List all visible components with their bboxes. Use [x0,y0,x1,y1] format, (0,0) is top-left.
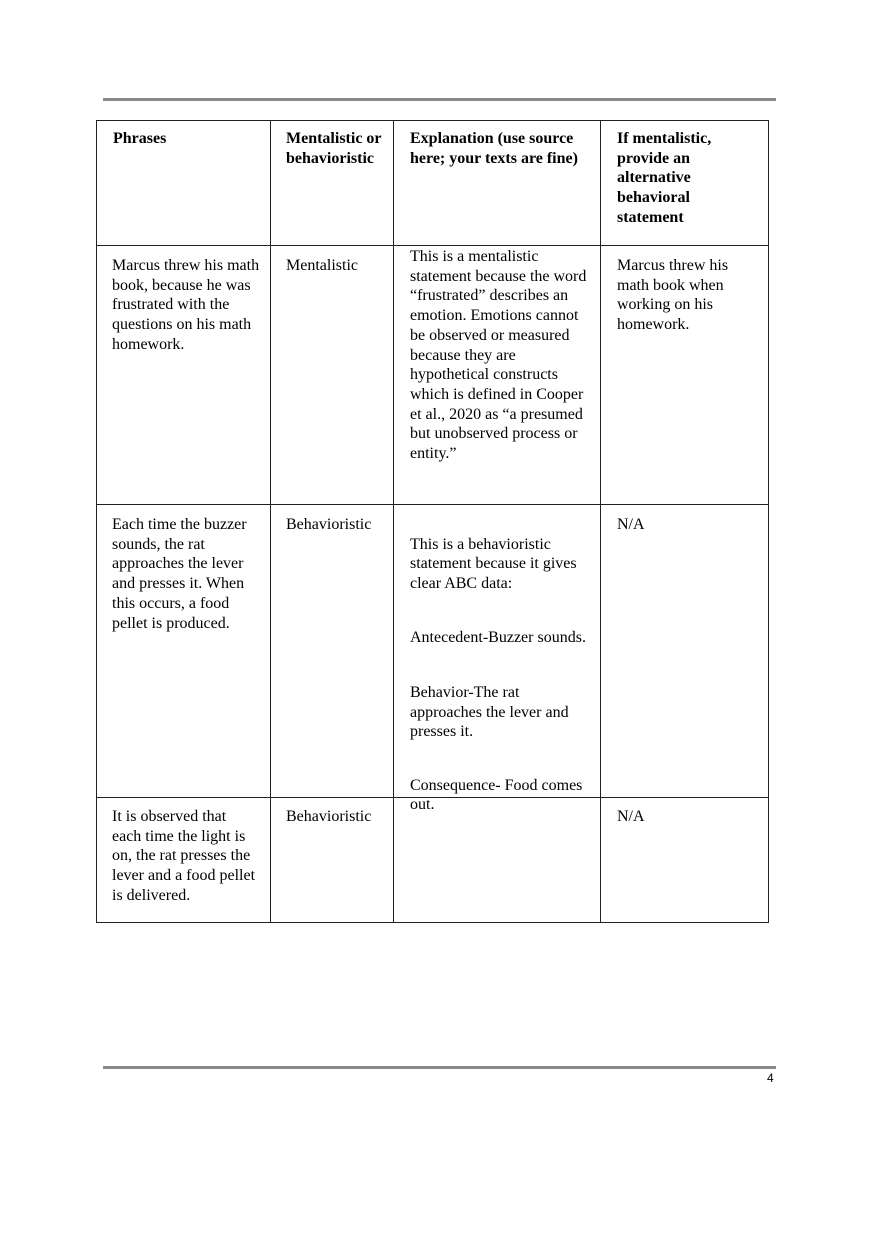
explanation-paragraph: Consequence- Food comes out. [410,776,583,814]
column-divider [600,120,601,923]
header-phrases: Phrases [113,130,167,147]
row1-classification: Mentalistic [286,257,358,274]
footer-rule [103,1066,776,1069]
header-alternative: If mentalistic, provide an alternative behavioral statement [617,130,712,226]
table-border-bottom [96,922,769,923]
row2-alternative: N/A [617,516,645,533]
header-classification: Mentalistic or behavioristic [286,130,382,167]
row-divider [96,504,769,505]
header-explanation: Explanation (use source here; your texts are fine) [410,130,578,167]
table-border-right [768,120,769,923]
row1-alternative: Marcus threw his math book when working on his homework. [617,257,729,334]
row1-phrase: Marcus threw his math book, because he was frustrated with the questions on his math homework. [112,257,260,353]
row3-alternative: N/A [617,808,645,825]
table-border-left [96,120,97,923]
column-divider [393,120,394,923]
row2-explanation [410,515,586,849]
column-divider [270,120,271,923]
page-number: 4 [767,1071,774,1085]
explanation-paragraph: Antecedent-Buzzer sounds. [410,628,586,646]
header-rule [103,98,776,101]
explanation-paragraph: Behavior-The rat approaches the lever and presses it. [410,683,569,741]
row3-phrase: It is observed that each time the light is on, the rat presses the lever and a food pellet is delivered. [112,808,256,904]
row1-explanation: This is a mentalistic statement because the word “frustrated” describes an emotion. Emotions cannot be observed or measured because they are hypothetical constructs which is defined in Cooper et al., 2020 as “a presumed but unobserved process or entity.” [410,248,587,463]
explanation-paragraph: This is a behavioristic statement because it gives clear ABC data: [410,535,577,593]
row2-phrase: Each time the buzzer sounds, the rat approaches the lever and presses it. When this occurs, a food pellet is produced. [112,516,247,632]
row-divider [96,245,769,246]
table-border-top [96,120,769,121]
row3-classification: Behavioristic [286,808,372,825]
row2-classification: Behavioristic [286,516,372,533]
